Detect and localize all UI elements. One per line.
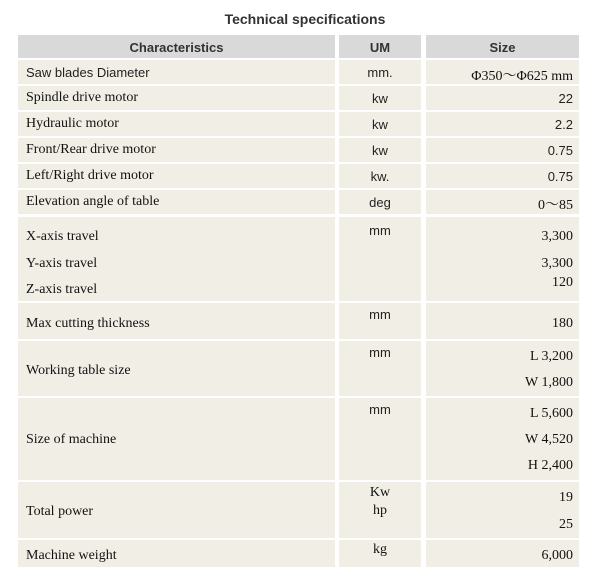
- row-um: mm.: [367, 65, 393, 80]
- table-row: [18, 482, 579, 538]
- machine-width: W 4,520: [525, 432, 573, 447]
- table-row: [18, 303, 579, 339]
- header-size: Size: [426, 35, 579, 58]
- row-size: Φ350～Φ625 mm: [471, 69, 573, 84]
- y-axis-label: Y-axis travel: [26, 256, 98, 271]
- row-size: 0.75: [547, 143, 573, 158]
- table-row: [18, 540, 579, 567]
- table-row: [18, 217, 579, 301]
- table-row: [18, 398, 579, 480]
- table-row: [18, 86, 579, 110]
- row-label: Machine weight: [26, 548, 117, 563]
- table-header: [18, 35, 579, 58]
- row-label: Saw blades Diameter: [26, 65, 150, 80]
- power-kw: 19: [559, 490, 573, 505]
- row-um: mm: [369, 402, 391, 417]
- um-kw: Kw: [369, 485, 391, 500]
- row-size: 0～85: [538, 198, 573, 213]
- z-axis-label: Z-axis travel: [26, 282, 98, 297]
- row-um: deg: [369, 195, 391, 210]
- row-size: 0.75: [547, 169, 573, 184]
- x-axis-label: X-axis travel: [26, 229, 99, 244]
- header-um: UM: [339, 35, 421, 58]
- row-size: 22: [558, 91, 573, 106]
- row-um: kw.: [370, 169, 390, 184]
- machine-length: L 5,600: [529, 406, 573, 421]
- row-um: mm: [369, 307, 391, 322]
- table-row: [18, 164, 579, 188]
- table-title: Technical specifications: [224, 11, 386, 27]
- table-row: [18, 60, 579, 84]
- row-size: 180: [552, 316, 573, 331]
- machine-height: H 2,400: [527, 458, 573, 473]
- row-label: Spindle drive motor: [26, 90, 138, 105]
- table-row: [18, 138, 579, 162]
- row-um: mm: [369, 345, 391, 360]
- row-size: 2.2: [554, 117, 573, 132]
- um-hp: hp: [373, 503, 387, 518]
- y-axis-size: 3,300: [541, 256, 573, 271]
- table-row: [18, 112, 579, 136]
- row-label: Front/Rear drive motor: [26, 142, 156, 157]
- header-characteristics: Characteristics: [18, 35, 335, 58]
- x-axis-size: 3,300: [541, 229, 573, 244]
- row-label: Elevation angle of table: [26, 194, 160, 209]
- working-table-length: L 3,200: [529, 349, 573, 364]
- working-table-width: W 1,800: [525, 375, 573, 390]
- row-size: 6,000: [541, 548, 573, 563]
- row-label: Hydraulic motor: [26, 116, 119, 131]
- row-um: mm: [369, 223, 391, 238]
- row-um: kw: [372, 117, 388, 132]
- row-um: kw: [372, 91, 388, 106]
- power-hp: 25: [559, 517, 573, 532]
- table-row: [18, 190, 579, 214]
- row-label: Left/Right drive motor: [26, 168, 154, 183]
- row-label: Working table size: [26, 363, 131, 378]
- row-label: Total power: [26, 504, 94, 519]
- row-um: kg: [373, 542, 387, 557]
- table-row: [18, 341, 579, 396]
- row-um: kw: [372, 143, 388, 158]
- z-axis-size: 120: [552, 275, 573, 290]
- row-label: Size of machine: [26, 432, 117, 447]
- row-label: Max cutting thickness: [26, 316, 150, 331]
